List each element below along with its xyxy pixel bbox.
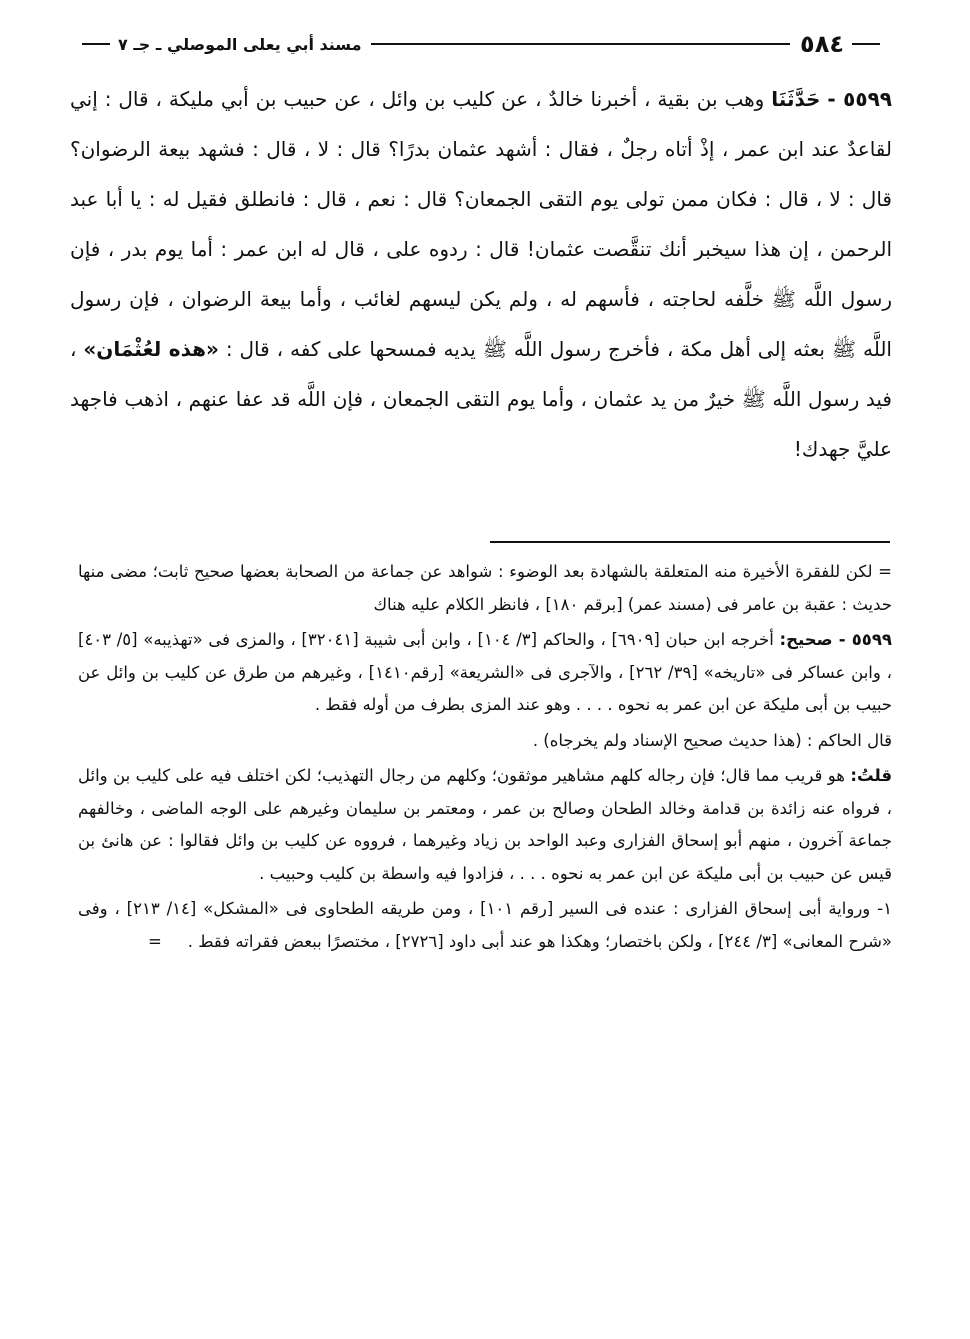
footnote-takhrij: [78, 624, 892, 722]
book-title: مسند أبي يعلى الموصلي ـ جـ ٧: [118, 34, 362, 54]
header-dash: [82, 43, 110, 45]
footnote-qultu: [78, 760, 892, 890]
footnote-previous-continuation: = لكن للفقرة الأخيرة منه المتعلقة بالشهادة بعد الوضوء : شواهد عن جماعة من الصحابة بعضها صحيح ثابت؛ مضى منها حديث : عقبة بن عامر فى (مسند عمر) [برقم ١٨٠] ، فانظر الكلام عليه هناك: [78, 562, 892, 614]
hadith-paragraph: [70, 74, 892, 474]
footnote-hakim: قال الحاكم : (هذا حديث صحيح الإسناد ولم يخرجاه) .: [532, 730, 892, 750]
header-dash: [852, 43, 880, 45]
footnote-label: ٥٥٩٩ - صحيح:: [779, 630, 892, 649]
page-number: ٥٨٤: [800, 30, 844, 58]
header-rule: [371, 43, 790, 45]
hadith-body-first: وهب بن بقية ، أخبرنا خالدٌ ، عن كليب بن وائل ، عن حبيب بن أبي مليكة ، قال : إني لقاعدٌ عند ابن عمر ، إذْ أتاه رجلٌ ، فقال : أشهد عثمان بدرًا؟ قال : لا ، قال : فشهد بيعة الرضوان؟ قال : لا ، قال : فكان ممن تولى يوم التقى الجمعان؟ قال : نعم ، قال : فانطلق فقيل له : يا أبا عبد الرحمن ، إن هذا سيخبر أنك تنقَّصت عثمان! قال : ردوه على ، قال له ابن عمر : أما يوم بدر ، فإن رسول اللَّه ﷺ خلَّفه لحاجته ، فأسهم له ، ولم يكن ليسهم لغائب ، وأما بيعة الرضوان ، فإن رسول اللَّه ﷺ بعثه إلى أهل مكة ، فأخرج رسول اللَّه ﷺ يديه فمسحها على كفه ، قال :: [70, 87, 892, 361]
continuation-mark: =: [148, 931, 162, 951]
footnote-item-1-text: ١- ورواية أبى إسحاق الفزارى : عنده فى السير [رقم ١٠١] ، ومن طريقه الطحاوى فى «المشكل» [١٤/ ٢١٣] ، وفى «شرح المعانى» [٣/ ٢٤٤] ، ولكن باختصار؛ وهكذا هو عند أبى داود [٢٧٢٦] ، مختصرًا ببعض فقراته فقط .: [78, 899, 892, 951]
footnote-separator: [490, 541, 890, 543]
footnotes: [78, 556, 892, 961]
hadith-quote: «هذه لعُثْمَان»: [83, 337, 219, 361]
footnote-item-1: [78, 893, 892, 958]
qultu-text: هو قريب مما قال؛ فإن رجاله كلهم مشاهير موثقون؛ وكلهم من رجال التهذيب؛ لكن اختلف فيه على كليب بن وائل ، فرواه عنه زائدة بن قدامة وخالد الطحان وصالح بن عمر ، ومعتمر بن سليمان وغيرهم على الوجه الماضى ، وخالفهم جماعة آخرون ، منهم أبو إسحاق الفزارى وعبد الواحد بن زياد وغيرهما ، فرووه عن كليب بن وائل فقالوا : عن هانئ بن قيس عن حبيب بن أبى مليكة عن ابن عمر به نحوه . . . ، فزادوا فيه واسطة بن كليب وحبيب .: [78, 766, 892, 883]
hadith-text: [70, 74, 892, 474]
hadith-lead-word: حَدَّثَنَا: [771, 87, 821, 111]
running-header: [74, 28, 888, 60]
hadith-body-second: ، فيد رسول اللَّه ﷺ خيرٌ من يد عثمان ، وأما يوم التقى الجمعان ، فإن اللَّه قد عفا عنهم ، اذهب فاجهد عليَّ جهدك!: [70, 337, 892, 461]
footnote-takhrij-text: أخرجه ابن حبان [٦٩٠٩] ، والحاكم [٣/ ١٠٤] ، وابن أبى شيبة [٣٢٠٤١] ، والمزى فى «تهذيبه» [٥/ ٤٠٣] ، وابن عساكر فى «تاريخه» [٣٩/ ٢٦٢] ، والآجرى فى «الشريعة» [رقم١٤١٠] ، وغيرهم من طرق عن كليب بن وائل عن حبيب بن أبى مليكة عن ابن عمر به نحوه . . . . وهو عند المزى بطرف من أوله فقط .: [78, 630, 892, 714]
qultu-label: قلتُ:: [850, 766, 893, 785]
hadith-number: ٥٥٩٩ -: [827, 87, 892, 111]
